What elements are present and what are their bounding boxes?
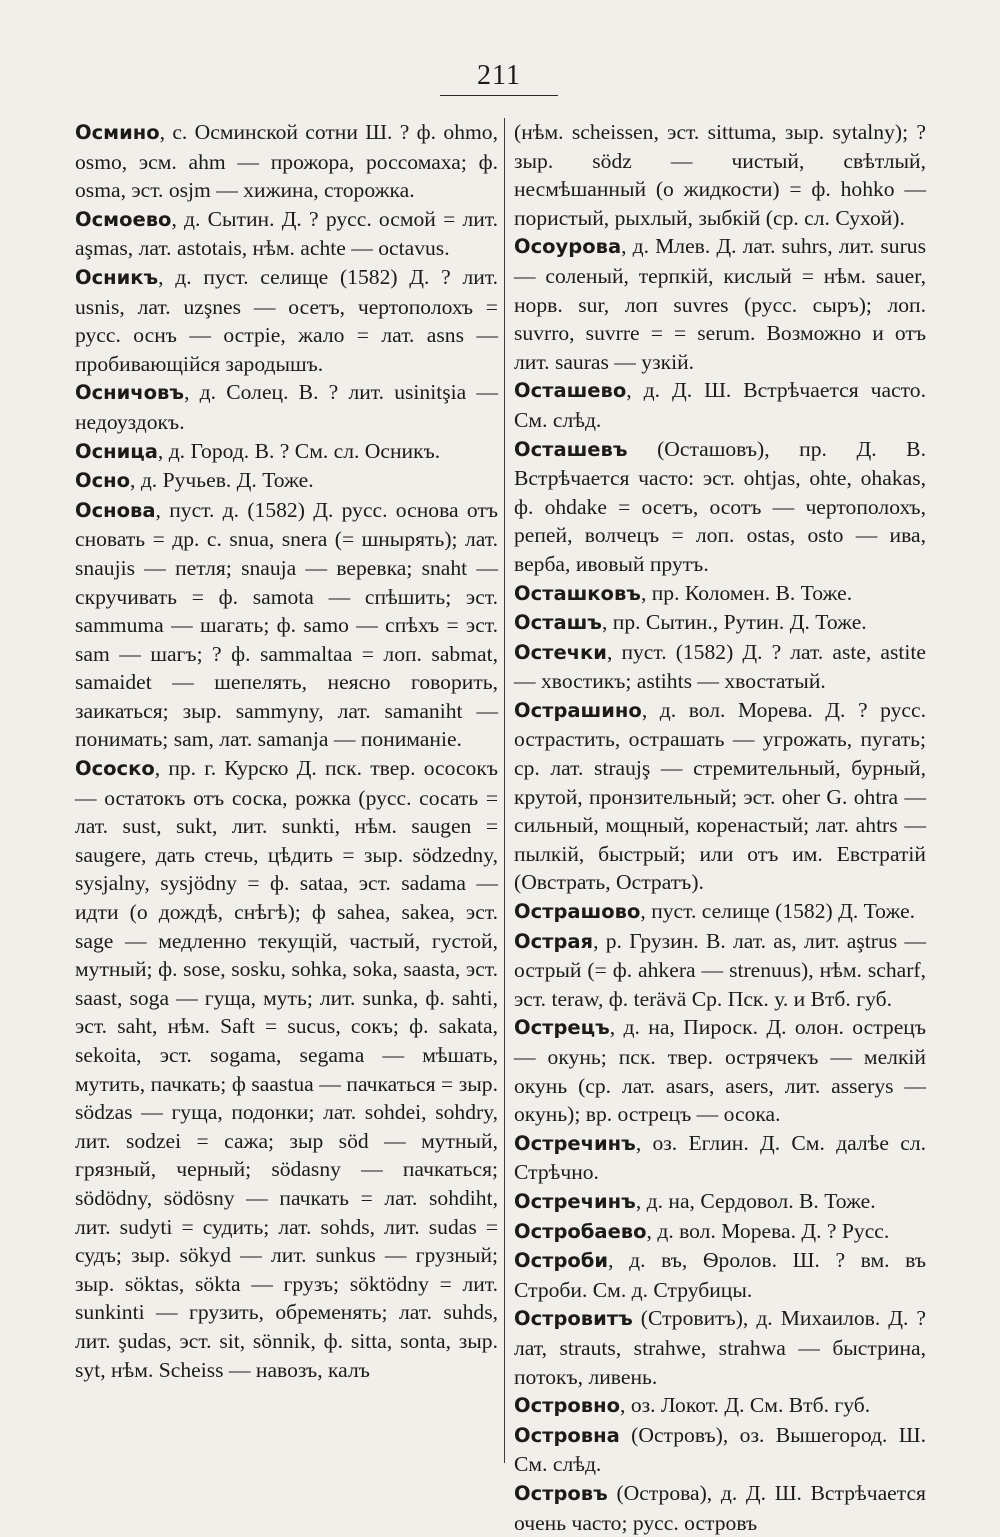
entry-text: , пр. Сытин., Рутин. Д. Тоже. — [601, 610, 867, 635]
dictionary-entry — [514, 1013, 926, 1128]
dictionary-entry — [514, 435, 926, 579]
entry-text: , д. Д. Ш. Встрѣчается часто. См. слѣд. — [514, 378, 926, 432]
column-divider — [504, 118, 505, 1463]
entry-headword: Островитъ — [514, 1307, 633, 1331]
dictionary-entry — [75, 496, 498, 754]
entry-headword: Осникъ — [75, 265, 159, 289]
entry-text: , пуст. (1582) Д. ? лат. aste, astite — хвостикъ; astihts — хвостатый. — [514, 639, 926, 694]
dictionary-entry — [75, 466, 498, 496]
dictionary-entry — [514, 1421, 926, 1479]
entry-headword: Осмино — [75, 121, 160, 144]
entry-headword: Основа — [75, 498, 156, 522]
dictionary-entry — [514, 376, 926, 434]
entry-headword: Острашово — [514, 900, 641, 924]
dictionary-entry — [75, 118, 498, 205]
dictionary-entry — [514, 1129, 926, 1187]
entry-text: , д. вол. Морева. Д. ? русс. острастить, острашать — угрожать, пугать; ср. лат. straujş — стремительный, бурный, крутой, пронзительный; эст. oher G. ohtra — сильный, мощный, коренастый; лат. ahtrs — пылкій, быстрый; или отъ им. Евстратій (Овстрать, Остратъ). — [514, 697, 926, 895]
entry-headword: Осташковъ — [514, 581, 641, 605]
entry-text: (Стровитъ), д. Михаилов. Д. ? лат, strauts, strahwe, strahwa — быстрина, потокъ, ливень. — [514, 1306, 926, 1389]
entry-headword: Острецъ — [514, 1016, 610, 1040]
dictionary-entry — [75, 378, 498, 436]
entry-text: , д. вол. Морева. Д. ? Русс. — [646, 1218, 890, 1243]
dictionary-entry — [514, 1217, 926, 1247]
entry-text: , д. Город. В. ? См. сл. Осникъ. — [157, 438, 441, 463]
entry-headword: Осташевъ — [514, 437, 628, 461]
header-rule — [440, 95, 558, 96]
dictionary-entry — [514, 1304, 926, 1391]
entry-text: , пр. г. Курско Д. пск. твер. ососокъ — остатокъ отъ соска, рожка (русс. сосать = лат. sust, sukt, лит. sunkti, нѣм. saugen = saugere, дать стечь, цѣдить = зыр. södzedny, sysjalny, sysjödny = ф. sataa, эст. sadama — идти (о дождѣ, снѣгѣ); ф sahea, sakea, эст. sage — медленно текущій, частый, густой, мутный; ф. sose, sosku, sohka, soka, saasta, эст. saast, soga — гуща, муть; лит. sunka, ф. sahti, эст. saht, нѣм. Saft = sucus, сокъ; ф. sakata, sekoita, эст. sogama, segama — мѣшать, мутить, пачкать; ф saastua — пачкаться = зыр. södzas — гуща, подонки; лат. sohdei, sohdry, лит. sodzei = сажа; зыр söd — мутный, грязный, черный; södasny — пачкаться; södödny, södösny — пачкать = лат. sohdiht, лит. sudyti = судить; лат. sohds, лит. sudas = судъ; зыр. sökyd — лит. sunkus — грузный; зыр. söktas, sökta — грузъ; söktödny = лит. sunkinti — грузить, обременять; лат. suhds, лит. şudas, эст. sit, sönnik, ф. sitta, sonta, зыр. syt, нѣм. Scheiss — навозъ, калъ — [75, 756, 498, 1382]
dictionary-entry — [75, 205, 498, 263]
entry-text: , д. Млев. Д. лат. suhrs, лит. surus — соленый, терпкій, кислый = нѣм. sauer, норв. sur, лоп suvres (русс. сыръ); лоп. suvrro, suvrre = = serum. Возможно и отъ лит. sauras — узкій. — [514, 234, 926, 374]
entry-text: (нѣм. scheissen, эст. sittuma, зыр. sytalny); ? зыр. södz — чистый, свѣтлый, несмѣшанный (о жидкости) = ф. hohko — пористый, рыхлый, зыбкій (ср. сл. Сухой). — [514, 120, 926, 230]
dictionary-entry — [75, 263, 498, 378]
dictionary-entry — [514, 638, 926, 696]
left-column — [75, 118, 498, 1384]
dictionary-entry — [514, 1246, 926, 1304]
entry-text: , пуст. селище (1582) Д. Тоже. — [640, 899, 916, 924]
entry-headword: Остречинъ — [514, 1189, 636, 1213]
entry-headword: Остечки — [514, 640, 607, 664]
entry-headword: Островно — [514, 1394, 621, 1418]
dictionary-entry — [514, 608, 926, 638]
dictionary-entry — [514, 897, 926, 927]
entry-text: , оз. Локот. Д. См. Втб. губ. — [620, 1393, 871, 1418]
entry-text: (Острова), д. Д. Ш. Встрѣчается очень часто; русс. островъ — [514, 1480, 926, 1535]
dictionary-entry — [514, 579, 926, 609]
entry-headword: Острая — [514, 929, 594, 953]
entry-text: (Осташовъ), пр. Д. В. Встрѣчается часто: эст. ohtjas, ohte, ohakas, ф. ohdake = осетъ, осотъ — чертополохъ, репей, волчецъ = лоп. ostas, osto — ива, верба, ивовый прутъ. — [514, 436, 926, 576]
entry-headword: Осоурова — [514, 235, 622, 259]
entry-headword: Остробаево — [514, 1219, 647, 1243]
entry-text: , д. Ручьев. Д. Тоже. — [130, 468, 314, 493]
dictionary-entry — [514, 232, 926, 376]
entry-headword: Осташъ — [514, 611, 602, 635]
page-number: 211 — [477, 60, 521, 91]
entry-text: , д. на, Сердовол. В. Тоже. — [635, 1188, 876, 1213]
entry-text: , пуст. д. (1582) Д. русс. основа отъ сновать = др. с. snua, snera (= шнырять); лат. snaujis — петля; snauja — веревка; snaht — скручивать = ф. samota — спѣшить; эст. sammuma — шагать; ф. samo — спѣхъ = эст. sam — шагъ; ? ф. sammaltaa = лоп. sabmat, samaidet — шепелять, неясно говорить, заикаться; зыр. sammyny, лат. samaniht — понимать; sam, лат. samanja — пониманіе. — [75, 497, 498, 752]
entry-headword: Остречинъ — [514, 1131, 636, 1155]
entry-text: , оз. Еглин. Д. См. далѣе сл. Стрѣчно. — [514, 1130, 926, 1185]
dictionary-entry — [514, 927, 926, 1014]
entry-text: , д. пуст. селище (1582) Д. ? лит. usnis, лат. uzşnes — осетъ, чертополохъ = русс. оснъ — остріе, жало = лат. asns — пробивающійся зародышъ. — [75, 264, 498, 376]
entry-headword: Острашино — [514, 698, 642, 722]
dictionary-entry — [75, 437, 498, 467]
entry-text: , д. Сытин. Д. ? русс. осмой = лит. aşmas, лат. astotais, нѣм. achte — octavus. — [75, 206, 498, 261]
dictionary-entry — [75, 754, 498, 1384]
entry-headword: Осница — [75, 439, 158, 463]
entry-headword: Осмоево — [75, 207, 172, 231]
right-column — [514, 118, 926, 1537]
dictionary-entry — [514, 1391, 926, 1421]
entry-headword: Осничовъ — [75, 381, 185, 405]
entry-headword: Островъ — [514, 1481, 608, 1505]
entry-headword: Островна — [514, 1423, 620, 1447]
dictionary-entry — [514, 1479, 926, 1537]
entry-headword: Осташево — [514, 379, 627, 403]
entry-headword: Остроби — [514, 1249, 609, 1273]
entry-headword: Ососко — [75, 757, 155, 781]
entry-text: , д. Солец. В. ? лит. usinitşia — недоуздокъ. — [75, 380, 498, 434]
entry-text: , р. Грузин. В. лат. as, лит. aştrus — острый (= ф. ahkera — strenuus), нѣм. scharf, эст. teraw, ф. terävä Ср. Пск. у. и Втб. губ. — [514, 928, 926, 1011]
dictionary-entry — [514, 696, 926, 897]
entry-text: (Островъ), оз. Вышегород. Ш. См. слѣд. — [514, 1422, 926, 1477]
dictionary-entry — [514, 1187, 926, 1217]
entry-headword: Осно — [75, 469, 131, 493]
entry-text: , д. въ, Ѳролов. Ш. ? вм. въ Строби. См. д. Струбицы. — [514, 1248, 926, 1302]
entry-text: , с. Осминской сотни Ш. ? ф. ohmo, osmo, эсм. ahm — прожора, россомаха; ф. osma, эст. osjm — хижина, сторожка. — [75, 120, 498, 203]
entry-text: , д. на, Пироск. Д. олон. острецъ — окунь; пск. твер. острячекъ — мелкій окунь (ср. лат. asars, asers, лит. asserys — окунь); вр. острецъ — осока. — [514, 1015, 926, 1127]
entry-text: , пр. Коломен. В. Тоже. — [640, 580, 853, 605]
dictionary-entry — [514, 118, 926, 232]
